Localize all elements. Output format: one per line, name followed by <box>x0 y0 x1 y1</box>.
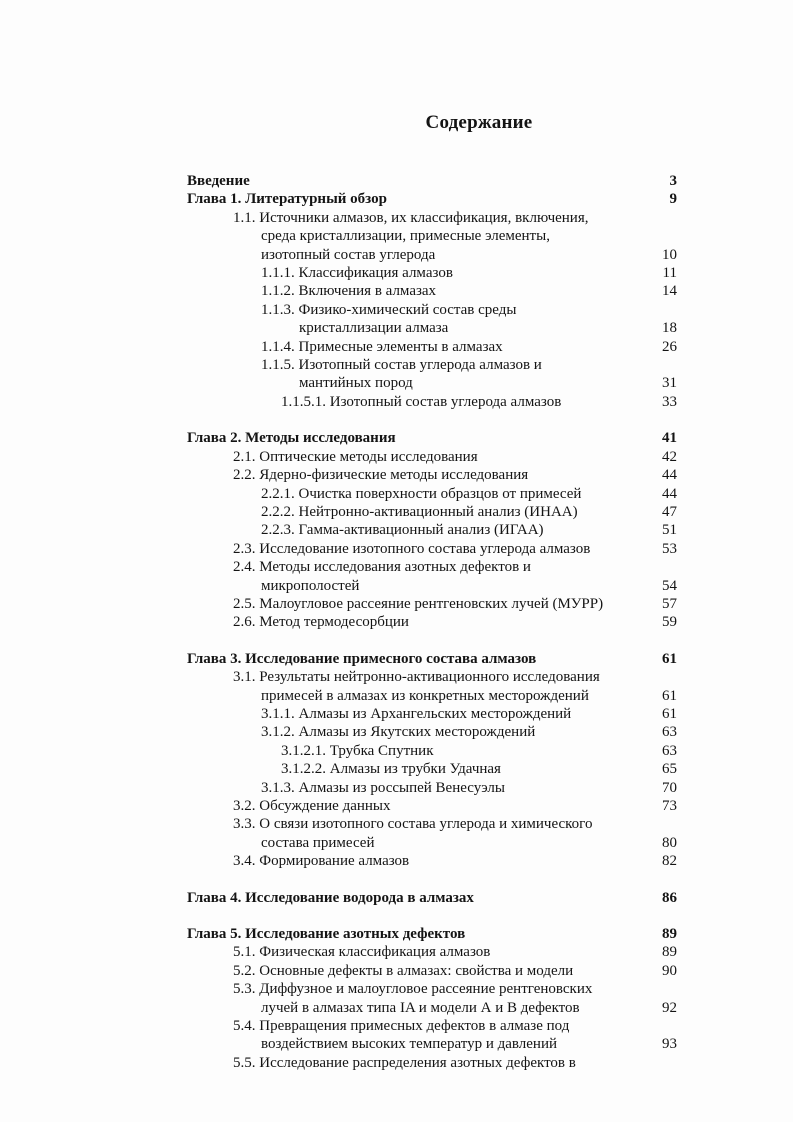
toc-entry-text: 3.1.2.1. Трубка Спутник <box>281 742 434 759</box>
toc-entry-text: Глава 4. Исследование водорода в алмазах <box>187 889 474 906</box>
toc-entry-2-2-1[interactable] <box>187 485 677 503</box>
toc-entry-2-1[interactable] <box>187 448 677 466</box>
section-gap <box>187 632 677 650</box>
toc-entry-3-2[interactable] <box>187 797 677 815</box>
toc-page-number: 3 <box>669 173 677 189</box>
toc-entry-text: 2.5. Малоугловое рассеяние рентгеновских лучей (МУРР) <box>233 595 604 612</box>
toc-page-number: 89 <box>662 926 677 943</box>
toc-entry-text-continued: микрополостей <box>261 577 360 594</box>
toc-entry-text: 3.3. О связи изотопного состава углерода и химического <box>233 816 593 833</box>
toc-entry-5-2[interactable] <box>187 962 677 980</box>
toc-page-number: 59 <box>662 614 677 631</box>
toc-entry-text: 3.2. Обсуждение данных <box>233 798 391 814</box>
toc-page-number: 31 <box>662 375 677 392</box>
toc-entry-3-1-2-1[interactable] <box>187 742 677 760</box>
toc-entry-5-3[interactable] <box>187 980 677 1017</box>
toc-page-number: 63 <box>662 742 677 759</box>
toc-page-number: 93 <box>662 1036 677 1053</box>
toc-page-number: 82 <box>662 853 677 870</box>
toc-entry-2-2-2[interactable] <box>187 503 677 521</box>
toc-entry-text: Глава 3. Исследование примесного состава алмазов <box>187 650 537 667</box>
toc-entry-text-continued: лучей в алмазах типа IA и модели А и В дефектов <box>261 999 580 1016</box>
toc-page-number: 70 <box>662 779 677 796</box>
toc-page-number: 26 <box>662 338 677 355</box>
toc-entry-text: 1.1.3. Физико-химический состав среды <box>261 301 517 318</box>
toc-entry-chapter-4[interactable] <box>187 889 677 907</box>
toc-page-number: 11 <box>662 265 677 282</box>
toc-entry-text: 5.5. Исследование распределения азотных дефектов в <box>233 1054 576 1071</box>
toc-entry-3-4[interactable] <box>187 852 677 870</box>
toc-entry-2-5[interactable] <box>187 595 677 613</box>
toc-page-number: 44 <box>662 467 677 484</box>
toc-entry-3-1-3[interactable] <box>187 779 677 797</box>
toc-page-number: 80 <box>662 834 677 851</box>
toc-entry-text: 1.1.1. Классификация алмазов <box>261 265 453 282</box>
toc-entry-text-continued: примесей в алмазах из конкретных месторождений <box>261 687 589 704</box>
toc-entry-text: 2.2.2. Нейтронно-активационный анализ (ИНАА) <box>261 503 578 520</box>
section-gap <box>187 907 677 925</box>
toc-page-number: 61 <box>662 650 677 667</box>
toc-page-number: 73 <box>662 798 677 814</box>
toc-page-number: 61 <box>662 705 677 722</box>
toc-page-number: 90 <box>662 962 677 979</box>
toc-entry-text: Глава 2. Методы исследования <box>187 430 396 447</box>
toc-entry-text: 3.1. Результаты нейтронно-активационного исследования <box>233 669 600 686</box>
toc-entry-1-1-5[interactable] <box>187 356 677 393</box>
toc-entry-2-2-3[interactable] <box>187 521 677 539</box>
toc-entry-text: 5.4. Превращения примесных дефектов в алмазе под <box>233 1018 570 1035</box>
toc-entry-text-continued: мантийных пород <box>299 375 413 392</box>
toc-page-number: 61 <box>662 687 677 704</box>
toc-entry-text: 1.1. Источники алмазов, их классификация, включения, <box>233 209 589 226</box>
toc-entry-text-continued: состава примесей <box>261 834 375 851</box>
toc-entry-text: Введение <box>187 173 250 189</box>
toc-entry-text: 3.1.2. Алмазы из Якутских месторождений <box>261 724 536 741</box>
toc-entry-text: 3.1.3. Алмазы из россыпей Венесуэлы <box>261 779 505 796</box>
toc-entry-2-6[interactable] <box>187 613 677 631</box>
toc-entry-text: 2.3. Исследование изотопного состава углерода алмазов <box>233 540 591 557</box>
toc-entry-5-1[interactable] <box>187 943 677 961</box>
toc-page-number: 65 <box>662 761 677 778</box>
toc-page-number: 54 <box>662 577 677 594</box>
toc-entry-text-continued: кристаллизации алмаза <box>299 320 449 337</box>
toc-entry-text: Глава 5. Исследование азотных дефектов <box>187 926 466 943</box>
toc-entry-3-1-1[interactable] <box>187 705 677 723</box>
toc-entry-2-4[interactable] <box>187 558 677 595</box>
section-gap <box>187 871 677 889</box>
toc-entry-3-1-2-2[interactable] <box>187 760 677 778</box>
toc-page-number: 9 <box>669 191 677 208</box>
toc-entry-text: 2.4. Методы исследования азотных дефектов и <box>233 559 531 576</box>
toc-page-number: 57 <box>662 595 677 612</box>
toc-entry-3-3[interactable] <box>187 815 677 852</box>
toc-entry-chapter-5[interactable] <box>187 925 677 943</box>
toc-entry-text: 5.1. Физическая классификация алмазов <box>233 944 491 961</box>
toc-entry-1-1[interactable] <box>187 209 677 264</box>
toc-entry-1-1-3[interactable] <box>187 301 677 338</box>
toc-entry-text: 5.3. Диффузное и малоугловое рассеяние рентгеновских <box>233 981 593 998</box>
toc-entry-3-1-2[interactable] <box>187 723 677 741</box>
toc-entry-1-1-1[interactable] <box>187 264 677 282</box>
toc-entry-text: 2.6. Метод термодесорбции <box>233 614 409 631</box>
toc-page-number: 86 <box>662 889 677 906</box>
toc-page-number: 10 <box>662 246 677 263</box>
toc-entry-1-1-4[interactable] <box>187 338 677 356</box>
toc-entry-text: 1.1.2. Включения в алмазах <box>261 283 437 300</box>
toc-entry-text: 3.4. Формирование алмазов <box>233 853 410 870</box>
toc-entry-text: 1.1.5. Изотопный состав углерода алмазов и <box>261 357 542 374</box>
toc-page-number: 51 <box>662 522 677 539</box>
toc-entry-chapter-1[interactable] <box>187 190 677 208</box>
toc-entry-5-5[interactable] <box>187 1054 677 1072</box>
toc-entry-text: 2.1. Оптические методы исследования <box>233 448 478 465</box>
toc-entry-text: 5.2. Основные дефекты в алмазах: свойства и модели <box>233 962 574 979</box>
toc-page-number: 47 <box>662 503 677 520</box>
toc-entry-text: Глава 1. Литературный обзор <box>187 191 387 208</box>
toc-entry-1-1-5-1[interactable] <box>187 393 677 411</box>
toc-page-number: 63 <box>662 724 677 741</box>
toc-entry-5-4[interactable] <box>187 1017 677 1054</box>
toc-page-number: 89 <box>662 944 677 961</box>
toc-page-number: 18 <box>662 320 677 337</box>
toc-entry-text-continued: среда кристаллизации, примесные элементы, <box>261 228 550 245</box>
toc-entry-text: 2.2. Ядерно-физические методы исследования <box>233 467 529 484</box>
toc-entry-intro[interactable] <box>187 172 677 190</box>
toc-entry-2-3[interactable] <box>187 540 677 558</box>
toc-entry-chapter-2[interactable] <box>187 429 677 447</box>
toc-entry-text-continued: изотопный состав углерода <box>261 246 436 263</box>
toc-page-number: 41 <box>662 430 677 447</box>
toc-page-number: 14 <box>662 283 677 300</box>
toc-entry-text: 2.2.1. Очистка поверхности образцов от примесей <box>261 485 582 502</box>
toc-entry-text: 1.1.4. Примесные элементы в алмазах <box>261 338 503 355</box>
toc-page-number: 44 <box>662 485 677 502</box>
toc-entry-text: 3.1.1. Алмазы из Архангельских месторождений <box>261 705 572 722</box>
toc-entry-text-continued: воздействием высоких температур и давлений <box>261 1036 558 1053</box>
toc-entry-text: 3.1.2.2. Алмазы из трубки Удачная <box>281 761 501 778</box>
toc-entry-text: 2.2.3. Гамма-активационный анализ (ИГАА) <box>261 522 544 539</box>
toc-entry-text: 1.1.5.1. Изотопный состав углерода алмазов <box>281 393 562 410</box>
toc-entry-2-2[interactable] <box>187 466 677 484</box>
toc-page-number: 33 <box>662 393 677 410</box>
toc-entry-1-1-2[interactable] <box>187 282 677 300</box>
toc-page-number: 42 <box>662 448 677 465</box>
section-gap <box>187 411 677 429</box>
toc-entry-3-1[interactable] <box>187 668 677 705</box>
toc-entry-chapter-3[interactable] <box>187 650 677 668</box>
toc-page-number: 92 <box>662 999 677 1016</box>
table-of-contents <box>187 172 677 1072</box>
page-title: Содержание <box>425 112 533 133</box>
toc-page-number: 53 <box>662 540 677 557</box>
